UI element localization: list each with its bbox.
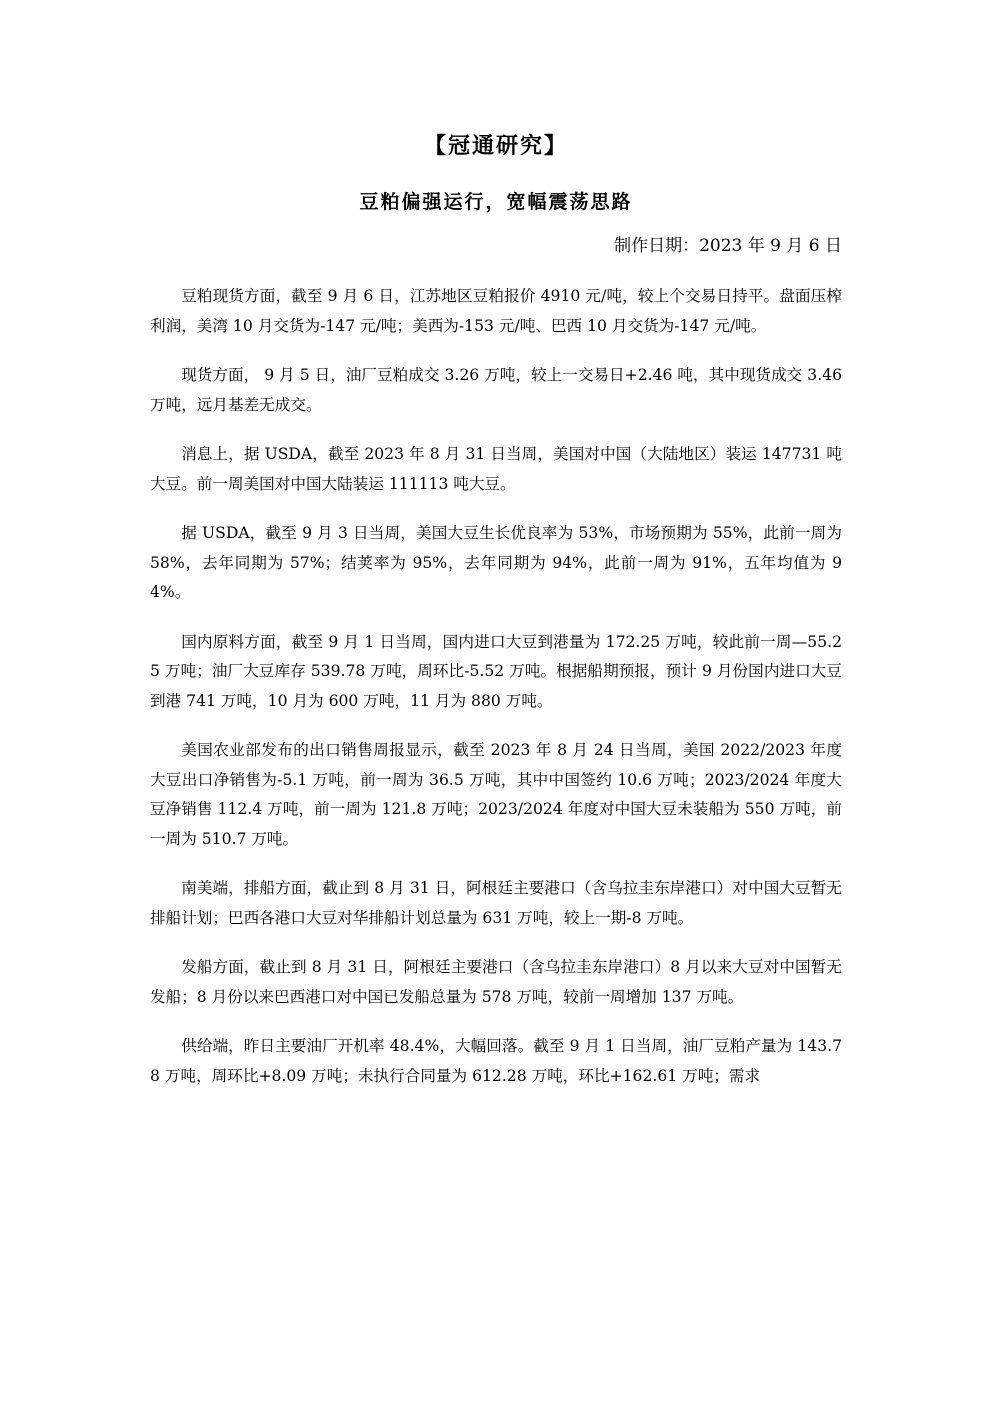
paragraph-south-america-loading: 南美端，排船方面，截止到 8 月 31 日，阿根廷主要港口（含乌拉圭东岸港口）对中国大豆暂无排船计划；巴西各港口大豆对华排船计划总量为 631 万吨，较上一期-8 万吨。 — [150, 879, 842, 927]
paragraph-crop-condition: 据 USDA，截至 9 月 3 日当周，美国大豆生长优良率为 53%，市场预期为 55%，此前一周为 58%，去年同期为 57%；结荚率为 95%，去年同期为 94%，此前一周为 91%，五年均值为 94%。 — [150, 524, 842, 601]
paragraph-spot-price: 豆粕现货方面，截至 9 月 6 日，江苏地区豆粕报价 4910 元/吨，较上个交易日持平。盘面压榨利润，美湾 10 月交货为-147 元/吨；美西为-153 元/吨、巴西 10 月交货为-147 元/吨。 — [150, 287, 842, 335]
paragraph-shipments: 发船方面，截止到 8 月 31 日，阿根廷主要港口（含乌拉圭东岸港口）8 月以来大豆对中国暂无发船；8 月份以来巴西港口对中国已发船总量为 578 万吨，较前一周增加 137 万吨。 — [150, 958, 842, 1006]
paragraph-spot-trading: 现货方面， 9 月 5 日，油厂豆粕成交 3.26 万吨，较上一交易日+2.46 吨，其中现货成交 3.46 万吨，远月基差无成交。 — [150, 366, 842, 414]
production-date: 制作日期：2023 年 9 月 6 日 — [614, 236, 842, 256]
paragraph-domestic-supply: 国内原料方面，截至 9 月 1 日当周，国内进口大豆到港量为 172.25 万吨，较此前一周—55.25 万吨；油厂大豆库存 539.78 万吨，周环比-5.52 万吨。根据船期预报，预计 9 月份国内进口大豆到港 741 万吨，10 月为 600 万吨，11 月为 880 万吨。 — [150, 632, 842, 710]
paragraph-export-sales: 美国农业部发布的出口销售周报显示，截至 2023 年 8 月 24 日当周，美国 2022/2023 年度大豆出口净销售为-5.1 万吨，前一周为 36.5 万吨，其中中国签约 10.6 万吨；2023/2024 年度大豆净销售 112.4 万吨，前一周为 121.8 万吨；2023/2024 年度对中国大豆未装船为 550 万吨，前一周为 510.7 万吨。 — [150, 741, 842, 848]
paragraph-usda-shipment: 消息上，据 USDA，截至 2023 年 8 月 31 日当周，美国对中国（大陆地区）装运 147731 吨大豆。前一周美国对中国大陆装运 111113 吨大豆。 — [150, 445, 842, 493]
article-body — [150, 282, 842, 1111]
brand-heading: 【冠通研究】 — [423, 133, 568, 159]
article-title: 豆粕偏强运行，宽幅震荡思路 — [359, 191, 633, 213]
paragraph-supply-side: 供给端，昨日主要油厂开机率 48.4%，大幅回落。截至 9 月 1 日当周，油厂豆粕产量为 143.78 万吨，周环比+8.09 万吨；未执行合同量为 612.28 万吨，环比+162.61 万吨；需求 — [150, 1037, 842, 1085]
